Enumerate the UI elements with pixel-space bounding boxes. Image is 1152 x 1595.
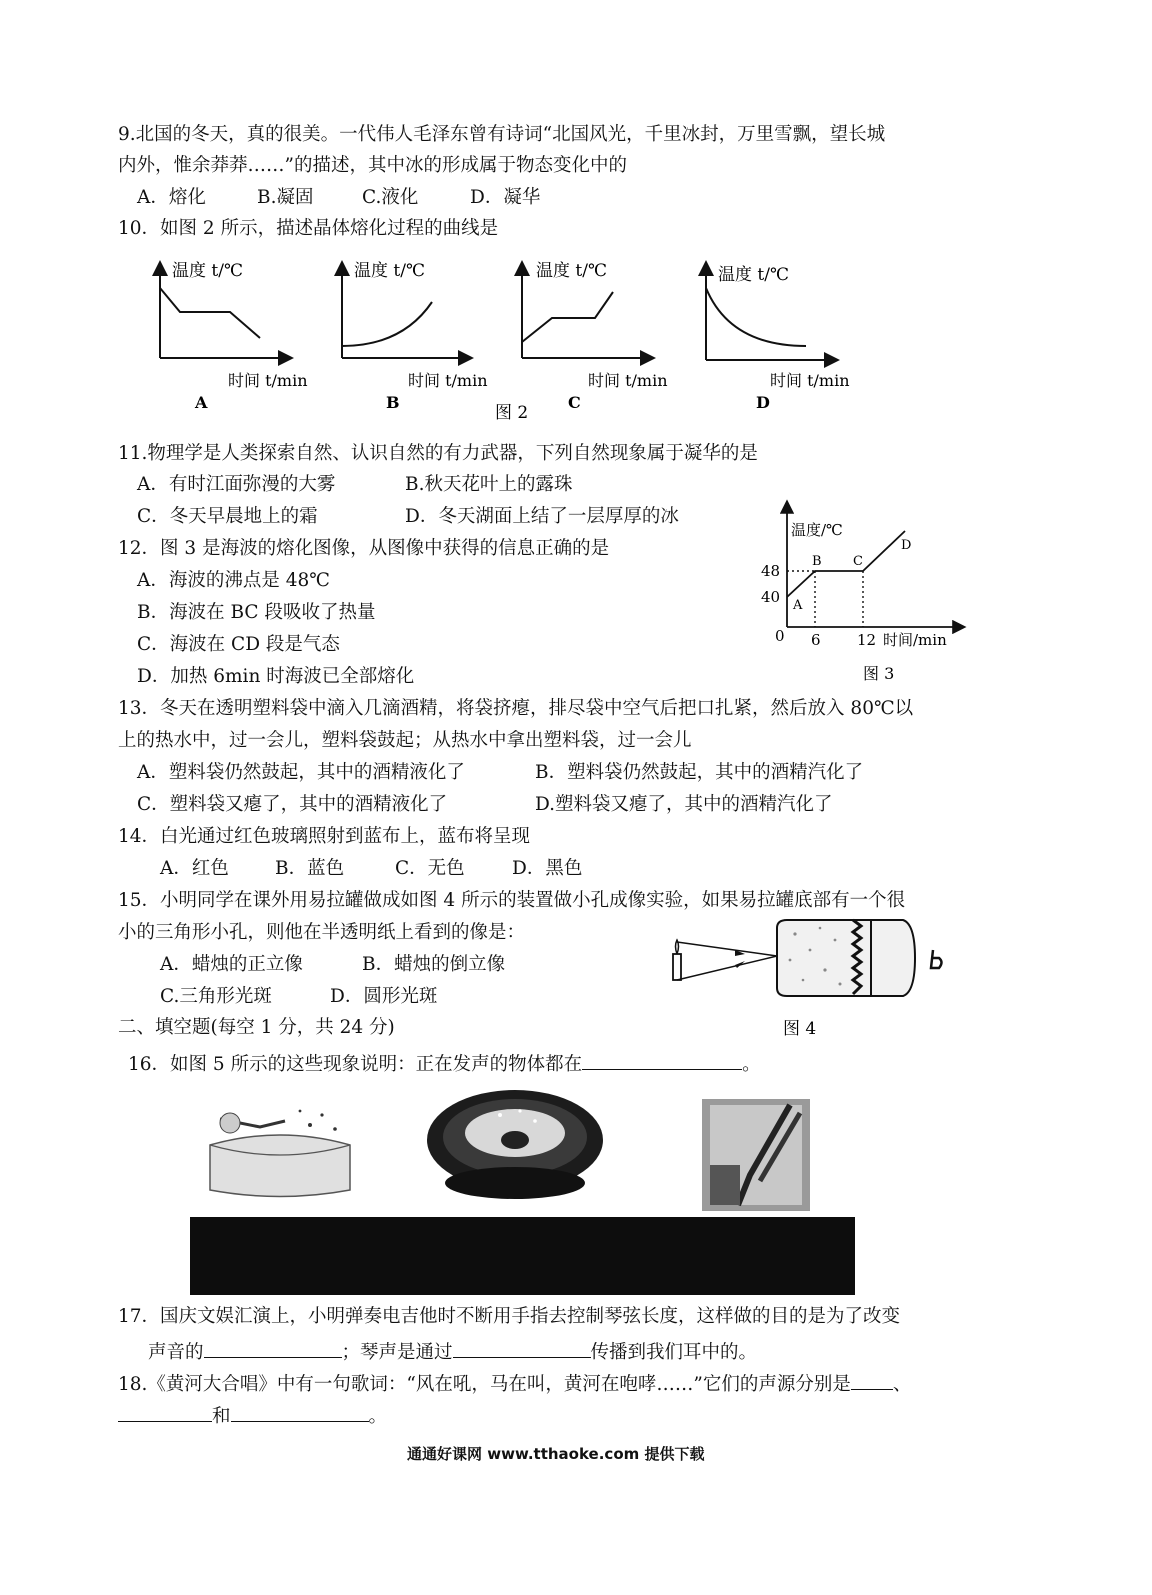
graph-a-xlabel: 时间 t/min bbox=[228, 371, 308, 390]
q17-text-a: 声音的 bbox=[148, 1342, 204, 1363]
q15-option-b: B．蜡烛的倒立像 bbox=[362, 954, 506, 975]
q15-line1: 15．小明同学在课外用易拉罐做成如图 4 所示的装置做小孔成像实验，如果易拉罐底部有一个很 bbox=[118, 890, 906, 911]
q9-option-b: B.凝固 bbox=[257, 187, 314, 208]
graph-b-xlabel: 时间 t/min bbox=[408, 371, 488, 390]
fig3-point-b: B bbox=[812, 554, 822, 569]
q11-option-c: C．冬天早晨地上的霜 bbox=[137, 506, 318, 527]
footer: 通通好课网 www.tthaoke.com 提供下载 bbox=[407, 1445, 705, 1463]
drum-photo bbox=[200, 1095, 360, 1197]
graph-a-letter: A bbox=[195, 393, 208, 412]
figure-5 bbox=[190, 1085, 855, 1295]
graph-b bbox=[342, 261, 488, 412]
q13-option-a: A．塑料袋仍然鼓起，其中的酒精液化了 bbox=[137, 762, 465, 783]
q16-line bbox=[128, 1049, 761, 1077]
q15-option-a: A．蜡烛的正立像 bbox=[160, 954, 303, 975]
fig3-point-d: D bbox=[901, 538, 912, 553]
graph-b-letter: B bbox=[386, 393, 400, 412]
fig3-caption: 图 3 bbox=[863, 664, 895, 683]
fig3-origin: 0 bbox=[775, 627, 785, 645]
q13-option-d: D.塑料袋又瘪了，其中的酒精汽化了 bbox=[535, 794, 833, 815]
fig3-xtick-12: 12 bbox=[857, 631, 877, 649]
q18-text-c: 和 bbox=[212, 1406, 231, 1427]
q14-option-b: B．蓝色 bbox=[275, 858, 345, 879]
q12-option-c: C．海波在 CD 段是气态 bbox=[137, 634, 340, 655]
fig3-ytick-40: 40 bbox=[761, 588, 781, 606]
tuning-fork-photo bbox=[702, 1099, 810, 1211]
q18-line1 bbox=[118, 1369, 911, 1397]
fig3-point-c: C bbox=[853, 554, 863, 569]
q11-option-d: D．冬天湖面上结了一层厚厚的冰 bbox=[405, 506, 679, 527]
graph-c-letter: C bbox=[568, 393, 581, 412]
q15-option-c: C.三角形光斑 bbox=[160, 986, 272, 1007]
q12-option-b: B．海波在 BC 段吸收了热量 bbox=[137, 602, 376, 623]
q17-blank-2[interactable] bbox=[453, 1337, 591, 1358]
q13-option-b: B．塑料袋仍然鼓起，其中的酒精汽化了 bbox=[535, 762, 864, 783]
q18-text-a: 18.《黄河大合唱》中有一句歌词：“风在吼，马在叫，黄河在咆哮……”它们的声源分别是 bbox=[118, 1374, 851, 1395]
q18-line2 bbox=[118, 1401, 387, 1429]
graph-c-ylabel: 温度 t/℃ bbox=[536, 261, 607, 281]
q14-option-a: A．红色 bbox=[160, 858, 229, 879]
q9-line1: 9.北国的冬天，真的很美。一代伟人毛泽东曾有诗词“北国风光，千里冰封，万里雪飘，望长城 bbox=[118, 124, 886, 145]
q18-blank-3[interactable] bbox=[231, 1401, 369, 1422]
graph-d-letter: D bbox=[756, 393, 770, 412]
fig3-xtick-6: 6 bbox=[811, 631, 821, 649]
q16-blank[interactable] bbox=[582, 1049, 742, 1070]
q14-option-c: C．无色 bbox=[395, 858, 465, 879]
graph-c-xlabel: 时间 t/min bbox=[588, 371, 668, 390]
graph-c bbox=[522, 261, 668, 412]
q18-text-d: 。 bbox=[368, 1406, 388, 1427]
fig3-ytick-48: 48 bbox=[761, 562, 781, 580]
q12-option-a: A．海波的沸点是 48℃ bbox=[137, 570, 330, 591]
q14-option-d: D．黑色 bbox=[512, 858, 583, 879]
q12-option-d: D．加热 6min 时海波已全部熔化 bbox=[137, 666, 415, 687]
section-2-title: 二、填空题(每空 1 分，共 24 分) bbox=[118, 1017, 395, 1038]
q18-blank-1[interactable] bbox=[851, 1369, 893, 1390]
q11-option-b: B.秋天花叶上的露珠 bbox=[405, 474, 573, 495]
graph-d bbox=[706, 264, 850, 412]
figure-3 bbox=[755, 495, 970, 685]
speaker-photo bbox=[427, 1090, 603, 1199]
graph-b-ylabel: 温度 t/℃ bbox=[354, 261, 425, 281]
q16-stem: 16．如图 5 所示的这些现象说明：正在发声的物体都在 bbox=[128, 1054, 583, 1075]
q17-line1: 17．国庆文娱汇演上，小明弹奏电吉他时不断用手指去控制琴弦长度，这样做的目的是为了改变 bbox=[118, 1306, 901, 1327]
graph-d-xlabel: 时间 t/min bbox=[770, 371, 850, 390]
q17-text-c: 传播到我们耳中的。 bbox=[590, 1342, 758, 1363]
q18-text-b: 、 bbox=[892, 1374, 912, 1395]
figure-4-caption: 图 4 bbox=[783, 1019, 817, 1039]
graph-a-ylabel: 温度 t/℃ bbox=[172, 261, 243, 281]
fig3-xlabel: 时间/min bbox=[883, 631, 947, 649]
q11-stem: 11.物理学是人类探索自然、认识自然的有力武器，下列自然现象属于凝华的是 bbox=[118, 443, 758, 464]
q9-option-a: A．熔化 bbox=[137, 187, 206, 208]
q9-option-d: D．凝华 bbox=[470, 187, 541, 208]
q9-option-c: C.液化 bbox=[362, 187, 419, 208]
candle-icon bbox=[673, 954, 681, 980]
q13-line1: 13．冬天在透明塑料袋中滴入几滴酒精，将袋挤瘪，排尽袋中空气后把口扎紧，然后放入 80℃以 bbox=[118, 698, 914, 719]
q17-text-b: ；琴声是通过 bbox=[341, 1342, 453, 1363]
q9-line2: 内外，惟余莽莽……”的描述，其中冰的形成属于物态变化中的 bbox=[118, 155, 627, 176]
q15-line2: 小的三角形小孔，则他在半透明纸上看到的像是： bbox=[118, 922, 526, 943]
q13-option-c: C．塑料袋又瘪了，其中的酒精液化了 bbox=[137, 794, 448, 815]
q12-stem: 12．图 3 是海波的熔化图像，从图像中获得的信息正确的是 bbox=[118, 538, 610, 559]
figure-2-caption: 图 2 bbox=[495, 403, 529, 423]
q15-option-d: D．圆形光斑 bbox=[330, 986, 438, 1007]
q10-stem: 10．如图 2 所示，描述晶体熔化过程的曲线是 bbox=[118, 218, 499, 239]
can-icon bbox=[777, 920, 915, 996]
q13-line2: 上的热水中，过一会儿，塑料袋鼓起；从热水中拿出塑料袋，过一会儿 bbox=[118, 730, 692, 751]
fig3-point-a: A bbox=[793, 598, 803, 613]
figure-2 bbox=[140, 250, 880, 430]
obscured-caption-band bbox=[190, 1217, 855, 1295]
figure-4 bbox=[665, 910, 955, 1040]
q18-blank-2[interactable] bbox=[118, 1401, 212, 1422]
q14-stem: 14．白光通过红色玻璃照射到蓝布上，蓝布将呈现 bbox=[118, 826, 531, 847]
q11-option-a: A．有时江面弥漫的大雾 bbox=[137, 474, 336, 495]
graph-d-ylabel: 温度 t/℃ bbox=[718, 265, 789, 285]
fig3-ylabel: 温度/℃ bbox=[791, 521, 843, 539]
q16-end: 。 bbox=[742, 1054, 761, 1075]
q17-blank-1[interactable] bbox=[204, 1337, 342, 1358]
graph-a bbox=[160, 261, 308, 412]
q17-line2 bbox=[148, 1337, 757, 1365]
